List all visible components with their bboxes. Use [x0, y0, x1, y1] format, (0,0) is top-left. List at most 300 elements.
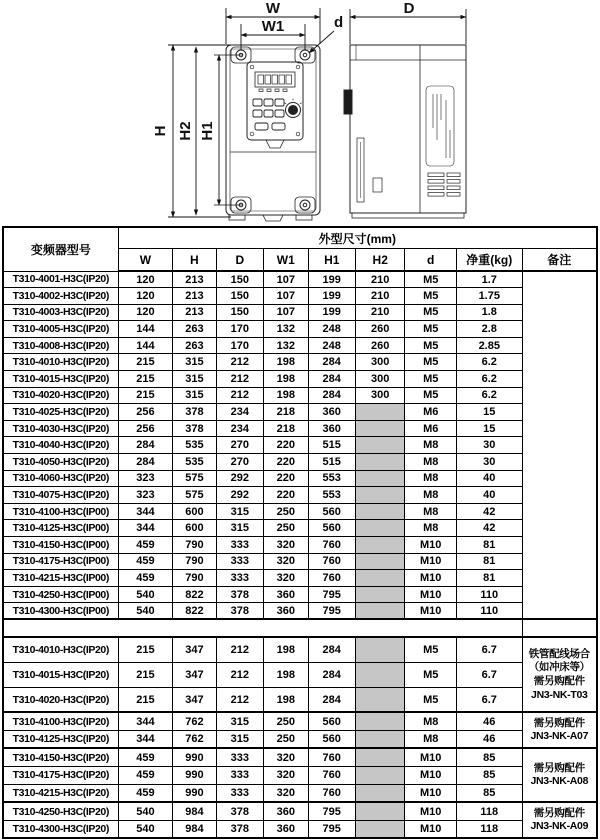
- h2-cell: [355, 766, 404, 784]
- table-row: [3, 404, 597, 421]
- drawing-svg: [0, 0, 600, 226]
- d-cell: 315: [216, 503, 263, 520]
- col-header-w: W: [118, 249, 173, 272]
- h-cell: 822: [173, 603, 216, 620]
- net-weight-cell: 6.2: [456, 371, 522, 388]
- d-cell: 212: [216, 687, 263, 712]
- w-cell: 459: [118, 537, 173, 554]
- screw-size-cell: M10: [405, 820, 457, 838]
- net-weight-cell: 2.85: [456, 337, 522, 354]
- d-cell: 234: [216, 420, 263, 437]
- dim-label-w1: W1: [261, 18, 285, 35]
- screw-size-cell: M8: [405, 437, 457, 454]
- w-cell: 215: [118, 637, 173, 662]
- h1-cell: 284: [308, 387, 355, 404]
- screw-size-cell: M10: [405, 802, 457, 820]
- h-cell: 575: [173, 470, 216, 487]
- h-cell: 790: [173, 570, 216, 587]
- model-cell: T310-4050-H3C(IP20): [3, 454, 118, 471]
- separator-cell: [3, 619, 522, 637]
- net-weight-cell: 40: [456, 487, 522, 504]
- h1-cell: 199: [308, 288, 355, 305]
- h2-cell: [355, 520, 404, 537]
- h1-cell: 760: [308, 784, 355, 802]
- h2-cell: [355, 687, 404, 712]
- h1-cell: 795: [308, 603, 355, 620]
- dim-label-w: W: [265, 0, 281, 17]
- table-row: [3, 354, 597, 371]
- h1-cell: 560: [308, 730, 355, 748]
- d-cell: 212: [216, 637, 263, 662]
- w-cell: 459: [118, 553, 173, 570]
- model-cell: T310-4100-H3C(IP20): [3, 712, 118, 730]
- w1-cell: 250: [264, 503, 308, 520]
- h1-cell: 284: [308, 637, 355, 662]
- model-column-header: 变频器型号: [3, 227, 118, 271]
- model-cell: T310-4015-H3C(IP20): [3, 371, 118, 388]
- h2-cell: [355, 637, 404, 662]
- net-weight-cell: 6.7: [456, 687, 522, 712]
- screw-size-cell: M8: [405, 487, 457, 504]
- h2-cell: [355, 712, 404, 730]
- w1-cell: 360: [264, 586, 308, 603]
- h2-cell: 300: [355, 371, 404, 388]
- h1-cell: 795: [308, 802, 355, 820]
- w1-cell: 198: [264, 662, 308, 687]
- h1-cell: 560: [308, 520, 355, 537]
- screw-size-cell: M5: [405, 387, 457, 404]
- net-weight-cell: 30: [456, 454, 522, 471]
- w-cell: 144: [118, 321, 173, 338]
- h1-cell: 760: [308, 553, 355, 570]
- table-row: [3, 520, 597, 537]
- table-row: [3, 487, 597, 504]
- screw-size-cell: M5: [405, 337, 457, 354]
- w-cell: 459: [118, 766, 173, 784]
- d-cell: 333: [216, 784, 263, 802]
- d-cell: 212: [216, 387, 263, 404]
- terminal-block: [344, 90, 352, 114]
- model-cell: T310-4250-H3C(IP00): [3, 586, 118, 603]
- net-weight-cell: 85: [456, 748, 522, 766]
- h-cell: 600: [173, 520, 216, 537]
- h-cell: 347: [173, 637, 216, 662]
- screw-size-cell: M10: [405, 570, 457, 587]
- remark-cell: [522, 271, 597, 619]
- model-cell: T310-4020-H3C(IP20): [3, 387, 118, 404]
- d-cell: 378: [216, 586, 263, 603]
- h-cell: 762: [173, 712, 216, 730]
- h2-cell: [355, 802, 404, 820]
- seven-segment-display: [255, 72, 295, 87]
- model-cell: T310-4008-H3C(IP20): [3, 337, 118, 354]
- d-cell: 333: [216, 748, 263, 766]
- front-view: [226, 45, 320, 221]
- d-cell: 212: [216, 662, 263, 687]
- screw-size-cell: M5: [405, 354, 457, 371]
- screw-size-cell: M10: [405, 784, 457, 802]
- net-weight-cell: 118: [456, 820, 522, 838]
- d-cell: 315: [216, 520, 263, 537]
- model-cell: T310-4075-H3C(IP20): [3, 487, 118, 504]
- h-cell: 213: [173, 304, 216, 321]
- h2-cell: 210: [355, 271, 404, 288]
- h-cell: 213: [173, 288, 216, 305]
- h2-cell: [355, 503, 404, 520]
- table-row: [3, 371, 597, 388]
- w1-cell: 320: [264, 766, 308, 784]
- h-cell: 263: [173, 337, 216, 354]
- h2-cell: [355, 570, 404, 587]
- d-cell: 333: [216, 766, 263, 784]
- d-cell: 150: [216, 304, 263, 321]
- model-cell: T310-4005-H3C(IP20): [3, 321, 118, 338]
- h-cell: 263: [173, 321, 216, 338]
- remark-cell: 需另购配件 JN3-NK-A08: [522, 748, 597, 802]
- h1-cell: 284: [308, 687, 355, 712]
- net-weight-cell: 1.7: [456, 271, 522, 288]
- w1-cell: 198: [264, 637, 308, 662]
- table-row: [3, 503, 597, 520]
- col-header-h1: H1: [308, 249, 355, 272]
- w-cell: 215: [118, 387, 173, 404]
- w-cell: 323: [118, 470, 173, 487]
- dim-label-h: H: [152, 125, 169, 137]
- w-cell: 459: [118, 784, 173, 802]
- w-cell: 540: [118, 586, 173, 603]
- model-cell: T310-4002-H3C(IP20): [3, 288, 118, 305]
- table-row: [3, 537, 597, 554]
- col-header-w1: W1: [264, 249, 308, 272]
- net-weight-cell: 42: [456, 520, 522, 537]
- screw-size-cell: M5: [405, 271, 457, 288]
- model-cell: T310-4150-H3C(IP20): [3, 748, 118, 766]
- w-cell: 215: [118, 354, 173, 371]
- w-cell: 344: [118, 503, 173, 520]
- table-row: [3, 662, 597, 687]
- h1-cell: 515: [308, 437, 355, 454]
- screw-size-cell: M10: [405, 766, 457, 784]
- w1-cell: 360: [264, 820, 308, 838]
- table-row: [3, 802, 597, 820]
- net-weight-cell: 85: [456, 766, 522, 784]
- w1-cell: 198: [264, 354, 308, 371]
- net-weight-cell: 6.2: [456, 387, 522, 404]
- d-cell: 170: [216, 321, 263, 338]
- h-cell: 347: [173, 662, 216, 687]
- d-cell: 315: [216, 712, 263, 730]
- h-cell: 990: [173, 748, 216, 766]
- h1-cell: 284: [308, 662, 355, 687]
- d-cell: 150: [216, 288, 263, 305]
- h2-cell: [355, 603, 404, 620]
- table-row: [3, 454, 597, 471]
- remark-cell: 需另购配件 JN3-NK-A09: [522, 802, 597, 838]
- net-weight-cell: 81: [456, 553, 522, 570]
- d-cell: 150: [216, 271, 263, 288]
- net-weight-cell: 85: [456, 784, 522, 802]
- net-weight-cell: 15: [456, 404, 522, 421]
- h-cell: 535: [173, 454, 216, 471]
- d-cell: 378: [216, 603, 263, 620]
- table-row: [3, 470, 597, 487]
- net-weight-cell: 2.8: [456, 321, 522, 338]
- col-header-remark: 备注: [522, 249, 597, 272]
- h1-cell: 795: [308, 820, 355, 838]
- separator-remark-cell: [522, 619, 597, 637]
- h-cell: 762: [173, 730, 216, 748]
- w1-cell: 107: [264, 271, 308, 288]
- model-cell: T310-4250-H3C(IP20): [3, 802, 118, 820]
- col-header-weight: 净重(kg): [456, 249, 522, 272]
- net-weight-cell: 42: [456, 503, 522, 520]
- spec-table-body: [3, 271, 597, 838]
- h-cell: 315: [173, 371, 216, 388]
- screw-size-cell: M10: [405, 553, 457, 570]
- h2-cell: [355, 437, 404, 454]
- table-row: [3, 304, 597, 321]
- model-cell: T310-4125-H3C(IP20): [3, 730, 118, 748]
- w1-cell: 107: [264, 288, 308, 305]
- screw-size-cell: M5: [405, 687, 457, 712]
- w-cell: 540: [118, 820, 173, 838]
- dim-label-h2: H2: [177, 121, 194, 141]
- screw-size-cell: M6: [405, 420, 457, 437]
- model-cell: T310-4100-H3C(IP00): [3, 503, 118, 520]
- h-cell: 378: [173, 404, 216, 421]
- h2-cell: 300: [355, 387, 404, 404]
- h1-cell: 560: [308, 712, 355, 730]
- screw-size-cell: M10: [405, 603, 457, 620]
- h2-cell: [355, 537, 404, 554]
- screw-size-cell: M5: [405, 371, 457, 388]
- w-cell: 284: [118, 454, 173, 471]
- keypad-connector: [266, 140, 284, 148]
- h2-cell: [355, 553, 404, 570]
- w1-cell: 250: [264, 520, 308, 537]
- remark-cell: 需另购配件 JN3-NK-A07: [522, 712, 597, 748]
- net-weight-cell: 1.8: [456, 304, 522, 321]
- w-cell: 120: [118, 304, 173, 321]
- net-weight-cell: 46: [456, 730, 522, 748]
- screw-size-cell: M8: [405, 520, 457, 537]
- net-weight-cell: 40: [456, 470, 522, 487]
- h1-cell: 199: [308, 304, 355, 321]
- h-cell: 790: [173, 537, 216, 554]
- d-cell: 270: [216, 437, 263, 454]
- h1-cell: 248: [308, 321, 355, 338]
- h2-cell: 260: [355, 321, 404, 338]
- model-cell: T310-4040-H3C(IP20): [3, 437, 118, 454]
- h1-cell: 284: [308, 354, 355, 371]
- h-cell: 990: [173, 784, 216, 802]
- h1-cell: 199: [308, 271, 355, 288]
- w1-cell: 220: [264, 487, 308, 504]
- nameplate: [426, 86, 454, 166]
- model-cell: T310-4215-H3C(IP20): [3, 784, 118, 802]
- h2-cell: [355, 470, 404, 487]
- w-cell: 256: [118, 404, 173, 421]
- h2-cell: [355, 748, 404, 766]
- d-cell: 315: [216, 730, 263, 748]
- w1-cell: 250: [264, 730, 308, 748]
- h1-cell: 360: [308, 404, 355, 421]
- table-row: [3, 337, 597, 354]
- dim-label-d-hole: d: [334, 14, 344, 31]
- h-cell: 984: [173, 820, 216, 838]
- h2-cell: 260: [355, 337, 404, 354]
- screw-size-cell: M8: [405, 470, 457, 487]
- h2-cell: [355, 586, 404, 603]
- table-row: [3, 288, 597, 305]
- col-header-h: H: [173, 249, 216, 272]
- screw-size-cell: M5: [405, 662, 457, 687]
- w-cell: 215: [118, 371, 173, 388]
- w-cell: 120: [118, 288, 173, 305]
- table-row: [3, 420, 597, 437]
- w-cell: 344: [118, 520, 173, 537]
- table-row: [3, 603, 597, 620]
- potentiometer-knob: [285, 99, 302, 118]
- h-cell: 984: [173, 802, 216, 820]
- net-weight-cell: 1.75: [456, 288, 522, 305]
- header-row-1: [3, 227, 597, 249]
- screw-size-cell: M8: [405, 712, 457, 730]
- net-weight-cell: 81: [456, 570, 522, 587]
- h1-cell: 515: [308, 454, 355, 471]
- w1-cell: 220: [264, 454, 308, 471]
- w1-cell: 107: [264, 304, 308, 321]
- d-cell: 333: [216, 537, 263, 554]
- d-cell: 234: [216, 404, 263, 421]
- dimensions-group-header: 外型尺寸(mm): [118, 227, 597, 249]
- h2-cell: [355, 730, 404, 748]
- model-cell: T310-4175-H3C(IP20): [3, 766, 118, 784]
- dimension-drawings: [0, 0, 600, 226]
- table-row: [3, 387, 597, 404]
- h2-cell: [355, 404, 404, 421]
- h2-cell: [355, 820, 404, 838]
- h-cell: 535: [173, 437, 216, 454]
- h-cell: 378: [173, 420, 216, 437]
- table-row: [3, 637, 597, 662]
- w1-cell: 360: [264, 802, 308, 820]
- h-cell: 315: [173, 387, 216, 404]
- w1-cell: 320: [264, 570, 308, 587]
- h1-cell: 760: [308, 748, 355, 766]
- table-row: [3, 553, 597, 570]
- h1-cell: 560: [308, 503, 355, 520]
- model-cell: T310-4010-H3C(IP20): [3, 637, 118, 662]
- h2-cell: [355, 454, 404, 471]
- w1-cell: 218: [264, 420, 308, 437]
- net-weight-cell: 118: [456, 802, 522, 820]
- model-cell: T310-4300-H3C(IP20): [3, 820, 118, 838]
- model-cell: T310-4001-H3C(IP20): [3, 271, 118, 288]
- w1-cell: 218: [264, 404, 308, 421]
- h-cell: 347: [173, 687, 216, 712]
- h1-cell: 795: [308, 586, 355, 603]
- net-weight-cell: 110: [456, 603, 522, 620]
- w1-cell: 132: [264, 337, 308, 354]
- table-row: [3, 820, 597, 838]
- w1-cell: 198: [264, 387, 308, 404]
- h-cell: 213: [173, 271, 216, 288]
- w1-cell: 250: [264, 712, 308, 730]
- d-cell: 333: [216, 570, 263, 587]
- separator-row: [3, 619, 597, 637]
- model-cell: T310-4175-H3C(IP00): [3, 553, 118, 570]
- screw-size-cell: M5: [405, 288, 457, 305]
- h1-cell: 553: [308, 487, 355, 504]
- keypad-buttons: [253, 99, 285, 130]
- w1-cell: 132: [264, 321, 308, 338]
- table-row: [3, 784, 597, 802]
- h-cell: 790: [173, 553, 216, 570]
- h1-cell: 553: [308, 470, 355, 487]
- front-dimensions: [168, 8, 334, 217]
- w1-cell: 198: [264, 687, 308, 712]
- w-cell: 284: [118, 437, 173, 454]
- table-row: [3, 321, 597, 338]
- table-row: [3, 570, 597, 587]
- model-cell: T310-4020-H3C(IP20): [3, 687, 118, 712]
- h2-cell: 210: [355, 304, 404, 321]
- net-weight-cell: 46: [456, 712, 522, 730]
- w-cell: 215: [118, 662, 173, 687]
- model-cell: T310-4125-H3C(IP00): [3, 520, 118, 537]
- w1-cell: 360: [264, 603, 308, 620]
- dim-label-depth: D: [403, 0, 415, 17]
- w-cell: 215: [118, 687, 173, 712]
- screw-size-cell: M5: [405, 637, 457, 662]
- w-cell: 144: [118, 337, 173, 354]
- net-weight-cell: 110: [456, 586, 522, 603]
- w1-cell: 220: [264, 437, 308, 454]
- h1-cell: 760: [308, 766, 355, 784]
- d-cell: 292: [216, 470, 263, 487]
- spec-table: [2, 226, 598, 839]
- h2-cell: 300: [355, 354, 404, 371]
- w-cell: 459: [118, 570, 173, 587]
- d-cell: 270: [216, 454, 263, 471]
- model-cell: T310-4015-H3C(IP20): [3, 662, 118, 687]
- model-cell: T310-4060-H3C(IP20): [3, 470, 118, 487]
- w1-cell: 320: [264, 784, 308, 802]
- w1-cell: 220: [264, 470, 308, 487]
- screw-size-cell: M8: [405, 454, 457, 471]
- table-row: [3, 730, 597, 748]
- col-header-screw: d: [405, 249, 457, 272]
- d-cell: 378: [216, 802, 263, 820]
- h2-cell: [355, 662, 404, 687]
- w-cell: 344: [118, 730, 173, 748]
- h-cell: 822: [173, 586, 216, 603]
- table-row: [3, 271, 597, 288]
- h-cell: 315: [173, 354, 216, 371]
- w1-cell: 320: [264, 553, 308, 570]
- h-cell: 600: [173, 503, 216, 520]
- screw-size-cell: M5: [405, 304, 457, 321]
- screw-size-cell: M10: [405, 537, 457, 554]
- table-row: [3, 586, 597, 603]
- table-row: [3, 748, 597, 766]
- h1-cell: 248: [308, 337, 355, 354]
- d-cell: 333: [216, 553, 263, 570]
- screw-size-cell: M6: [405, 404, 457, 421]
- side-view: [344, 45, 466, 218]
- w-cell: 344: [118, 712, 173, 730]
